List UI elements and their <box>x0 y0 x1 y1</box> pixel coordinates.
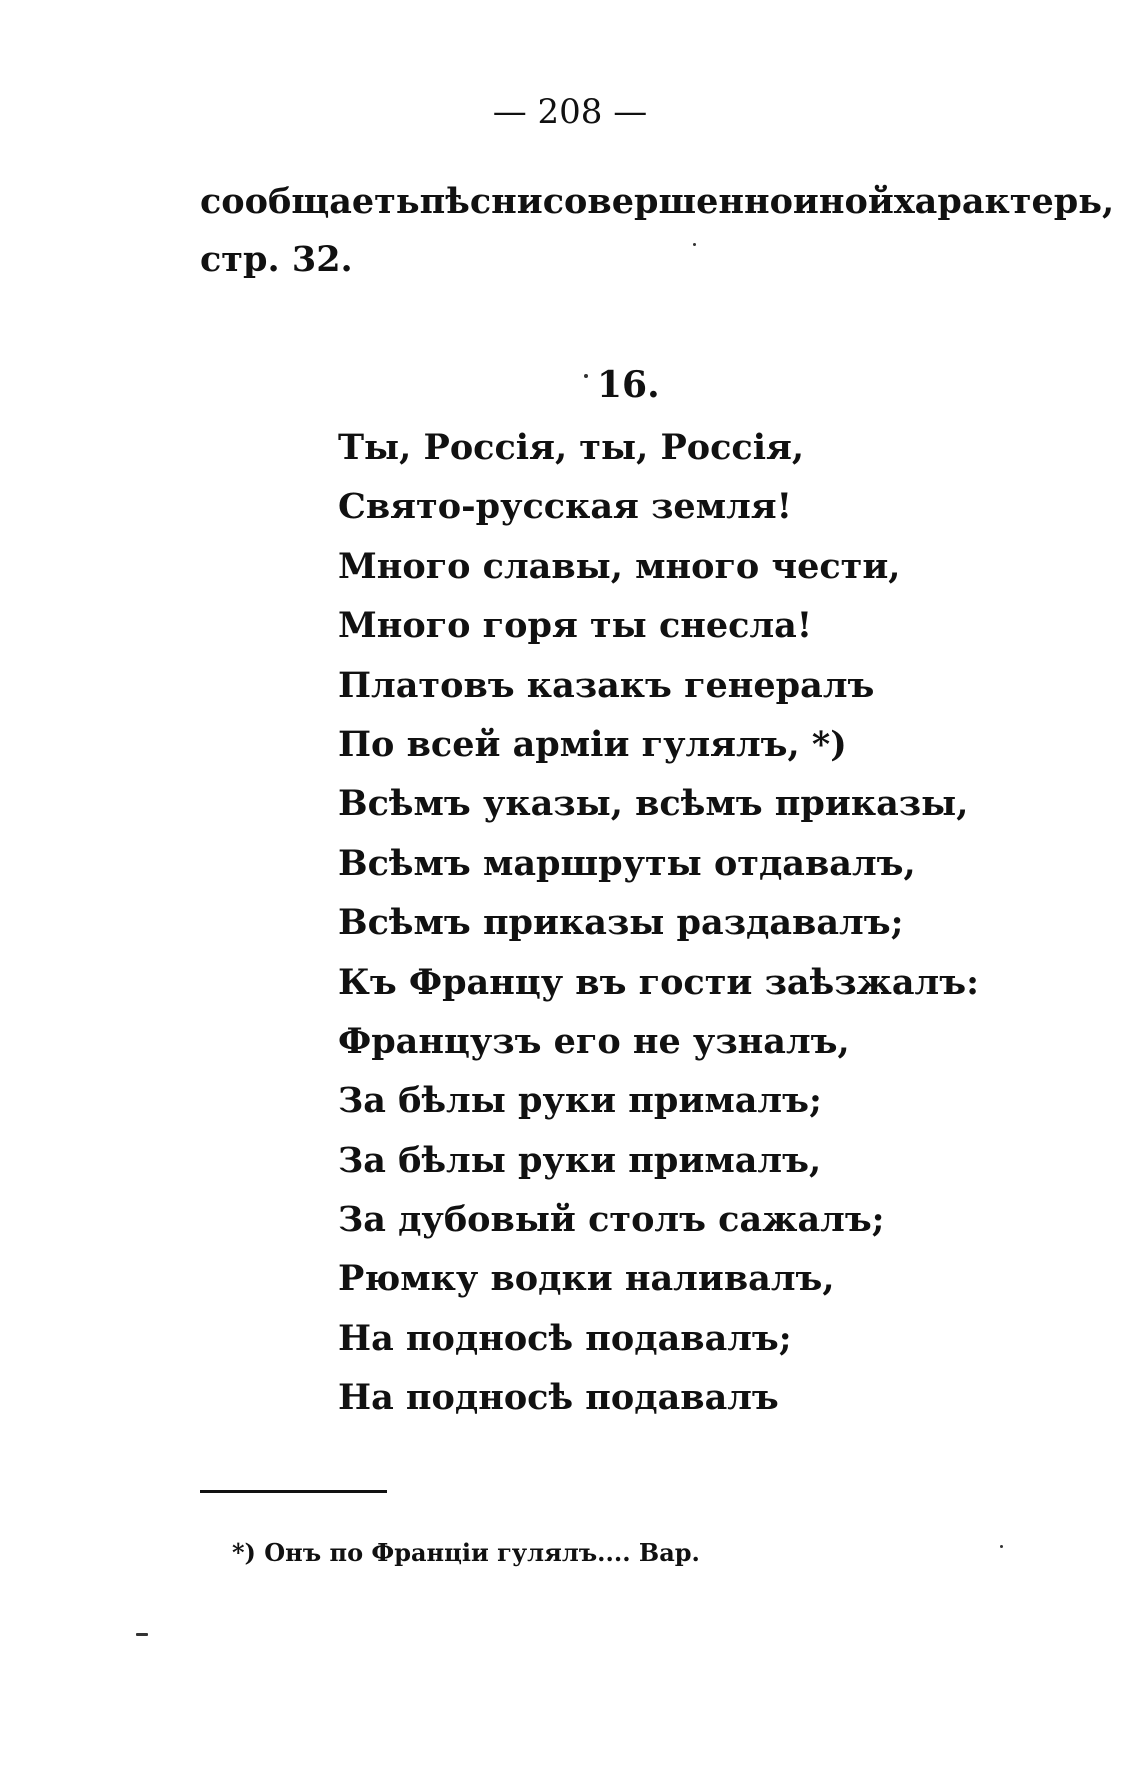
print-speck <box>136 1633 148 1636</box>
verse-line: Всѣмъ указы, всѣмъ приказы, <box>338 783 969 825</box>
intro-word: иной <box>792 181 894 222</box>
verse-line: За бѣлы руки прималъ, <box>338 1139 822 1181</box>
verse-line: Платовъ казакъ генералъ <box>338 664 875 706</box>
verse-line: Всѣмъ приказы раздавалъ; <box>338 902 904 944</box>
verse-line: По всей арміи гулялъ, *) <box>338 723 847 765</box>
footnote-divider <box>200 1490 387 1493</box>
section-number: 16. <box>597 364 660 406</box>
verse-line: За бѣлы руки прималъ; <box>338 1080 822 1122</box>
verse-line: Ты, Россія, ты, Россія, <box>338 427 805 468</box>
song-verse <box>338 418 979 1428</box>
verse-line: Къ Францу въ гости заѣзжалъ: <box>338 961 980 1003</box>
verse-line: На подносѣ подавалъ; <box>338 1317 792 1359</box>
intro-word: пѣсни <box>419 181 543 222</box>
verse-line: Французъ его не узналъ, <box>338 1020 850 1062</box>
verse-line: Рюмку водки наливалъ, <box>338 1258 835 1300</box>
intro-line-2: стр. 32. <box>200 239 353 280</box>
intro-word: совершенно <box>542 181 793 222</box>
verse-line: Много славы, много чести, <box>338 545 901 587</box>
intro-word: характерь, <box>893 181 1115 222</box>
intro-line-1 <box>200 180 1115 224</box>
verse-line: Много горя ты снесла! <box>338 605 813 647</box>
footnote: *) Онъ по Францiи гулялъ.... Вар. <box>232 1538 700 1567</box>
print-speck <box>584 374 588 378</box>
verse-line: На подносѣ подавалъ <box>338 1377 779 1419</box>
verse-line: За дубовый столъ сажалъ; <box>338 1199 885 1241</box>
print-speck <box>693 243 696 246</box>
print-speck <box>1000 1545 1003 1548</box>
page-number: — 208 — <box>492 92 648 132</box>
intro-word: сообщаеть <box>200 181 420 222</box>
verse-line: Всѣмъ маршруты отдавалъ, <box>338 842 916 884</box>
verse-line: Свято-русская земля! <box>338 486 792 528</box>
